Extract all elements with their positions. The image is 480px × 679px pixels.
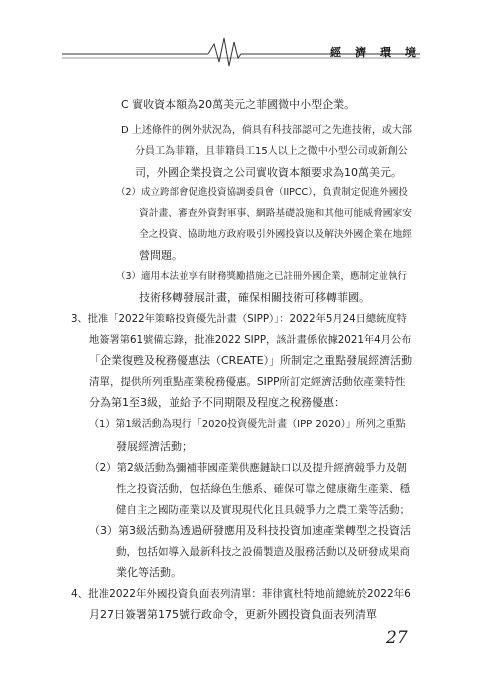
text-line: （2）第2級活動為彌補菲國產業供應鏈缺口以及提升經濟競爭力及韌 [89,462,407,474]
text-line: 資計畫、審查外資對軍事、網路基礎設施和其他可能威脅國家安 [139,208,412,219]
page-number: 27 [386,628,408,648]
text-line: （1）第1級活動為現行「2020投資優先計畫（IPP 2020）」所列之重點 [89,419,406,430]
text-line: 全之投資、協助地方政府吸引外國投資以及解決外國企業在地經 [139,229,412,240]
text-line: D 上述條件的例外狀況為，倘具有科技部認可之先進技術，或大部 [121,125,412,136]
text-line: （3）適用本法並享有財務獎勵措施之已註冊外國企業，應制定並執行 [116,271,408,282]
text-line: 營問題。 [139,249,183,262]
text-line: 4、批准2022年外國投資負面表列清單：菲律賓杜特地前總統於2022年6 [71,588,411,600]
text-line: 健自主之國防產業以及實現現代化且具競爭力之農工業等活動； [116,504,410,516]
header-title-char: 環 [380,46,391,59]
text-line: 清單，提供所列重點產業稅務優惠。SIPP所訂定經濟活動依產業特性 [89,376,406,388]
text-line: C 實收資本額為20萬美元之菲國微中小型企業。 [121,98,356,111]
text-line: 動，包括如導入最新科技之設備製造及服務活動以及研發成果商 [116,546,410,558]
text-line: 3、批准「2022年策略投資優先計畫（SIPP）」：2022年5月24日總統度特 [71,313,407,325]
text-line: （2）成立跨部會促進投資協調委員會（IIPCC），負責制定促進外國投 [116,187,408,198]
text-line: 分員工為菲籍，且菲籍員工15人以上之微中小型公司或新創公 [135,146,408,157]
text-line: 業化等活動。 [116,566,182,579]
text-line: 地簽署第61號備忘錄，批准2022 SIPP，該計畫係依據2021年4月公布 [89,334,412,346]
header-title [330,44,416,62]
header-title-char: 境 [405,46,416,59]
header-title-char: 濟 [355,46,366,59]
text-line: 司，外國企業投資之公司實收資本額要求為10萬美元。 [135,166,402,179]
text-line: 性之投資活動，包括綠色生態系、確保可靠之健康衛生產業、穩 [116,483,410,495]
text-line: 「企業復甦及稅務優惠法（CREATE）」所制定之重點發展經濟活動 [89,354,413,367]
header-title-char: 經 [330,46,341,59]
text-line: 技術移轉發展計畫，確保相關技術可移轉菲國。 [139,291,370,304]
text-line: 發展經濟活動； [116,440,193,453]
page-header [0,0,480,70]
text-line: 月27日簽署第175號行政命令，更新外國投資負面表列清單 [89,608,377,621]
text-line: 分為第1至3級，並給予不同期限及程度之稅務優惠： [89,396,345,409]
text-line: （3）第3級活動為透過研發應用及科技投資加速產業轉型之投資活 [89,524,411,537]
